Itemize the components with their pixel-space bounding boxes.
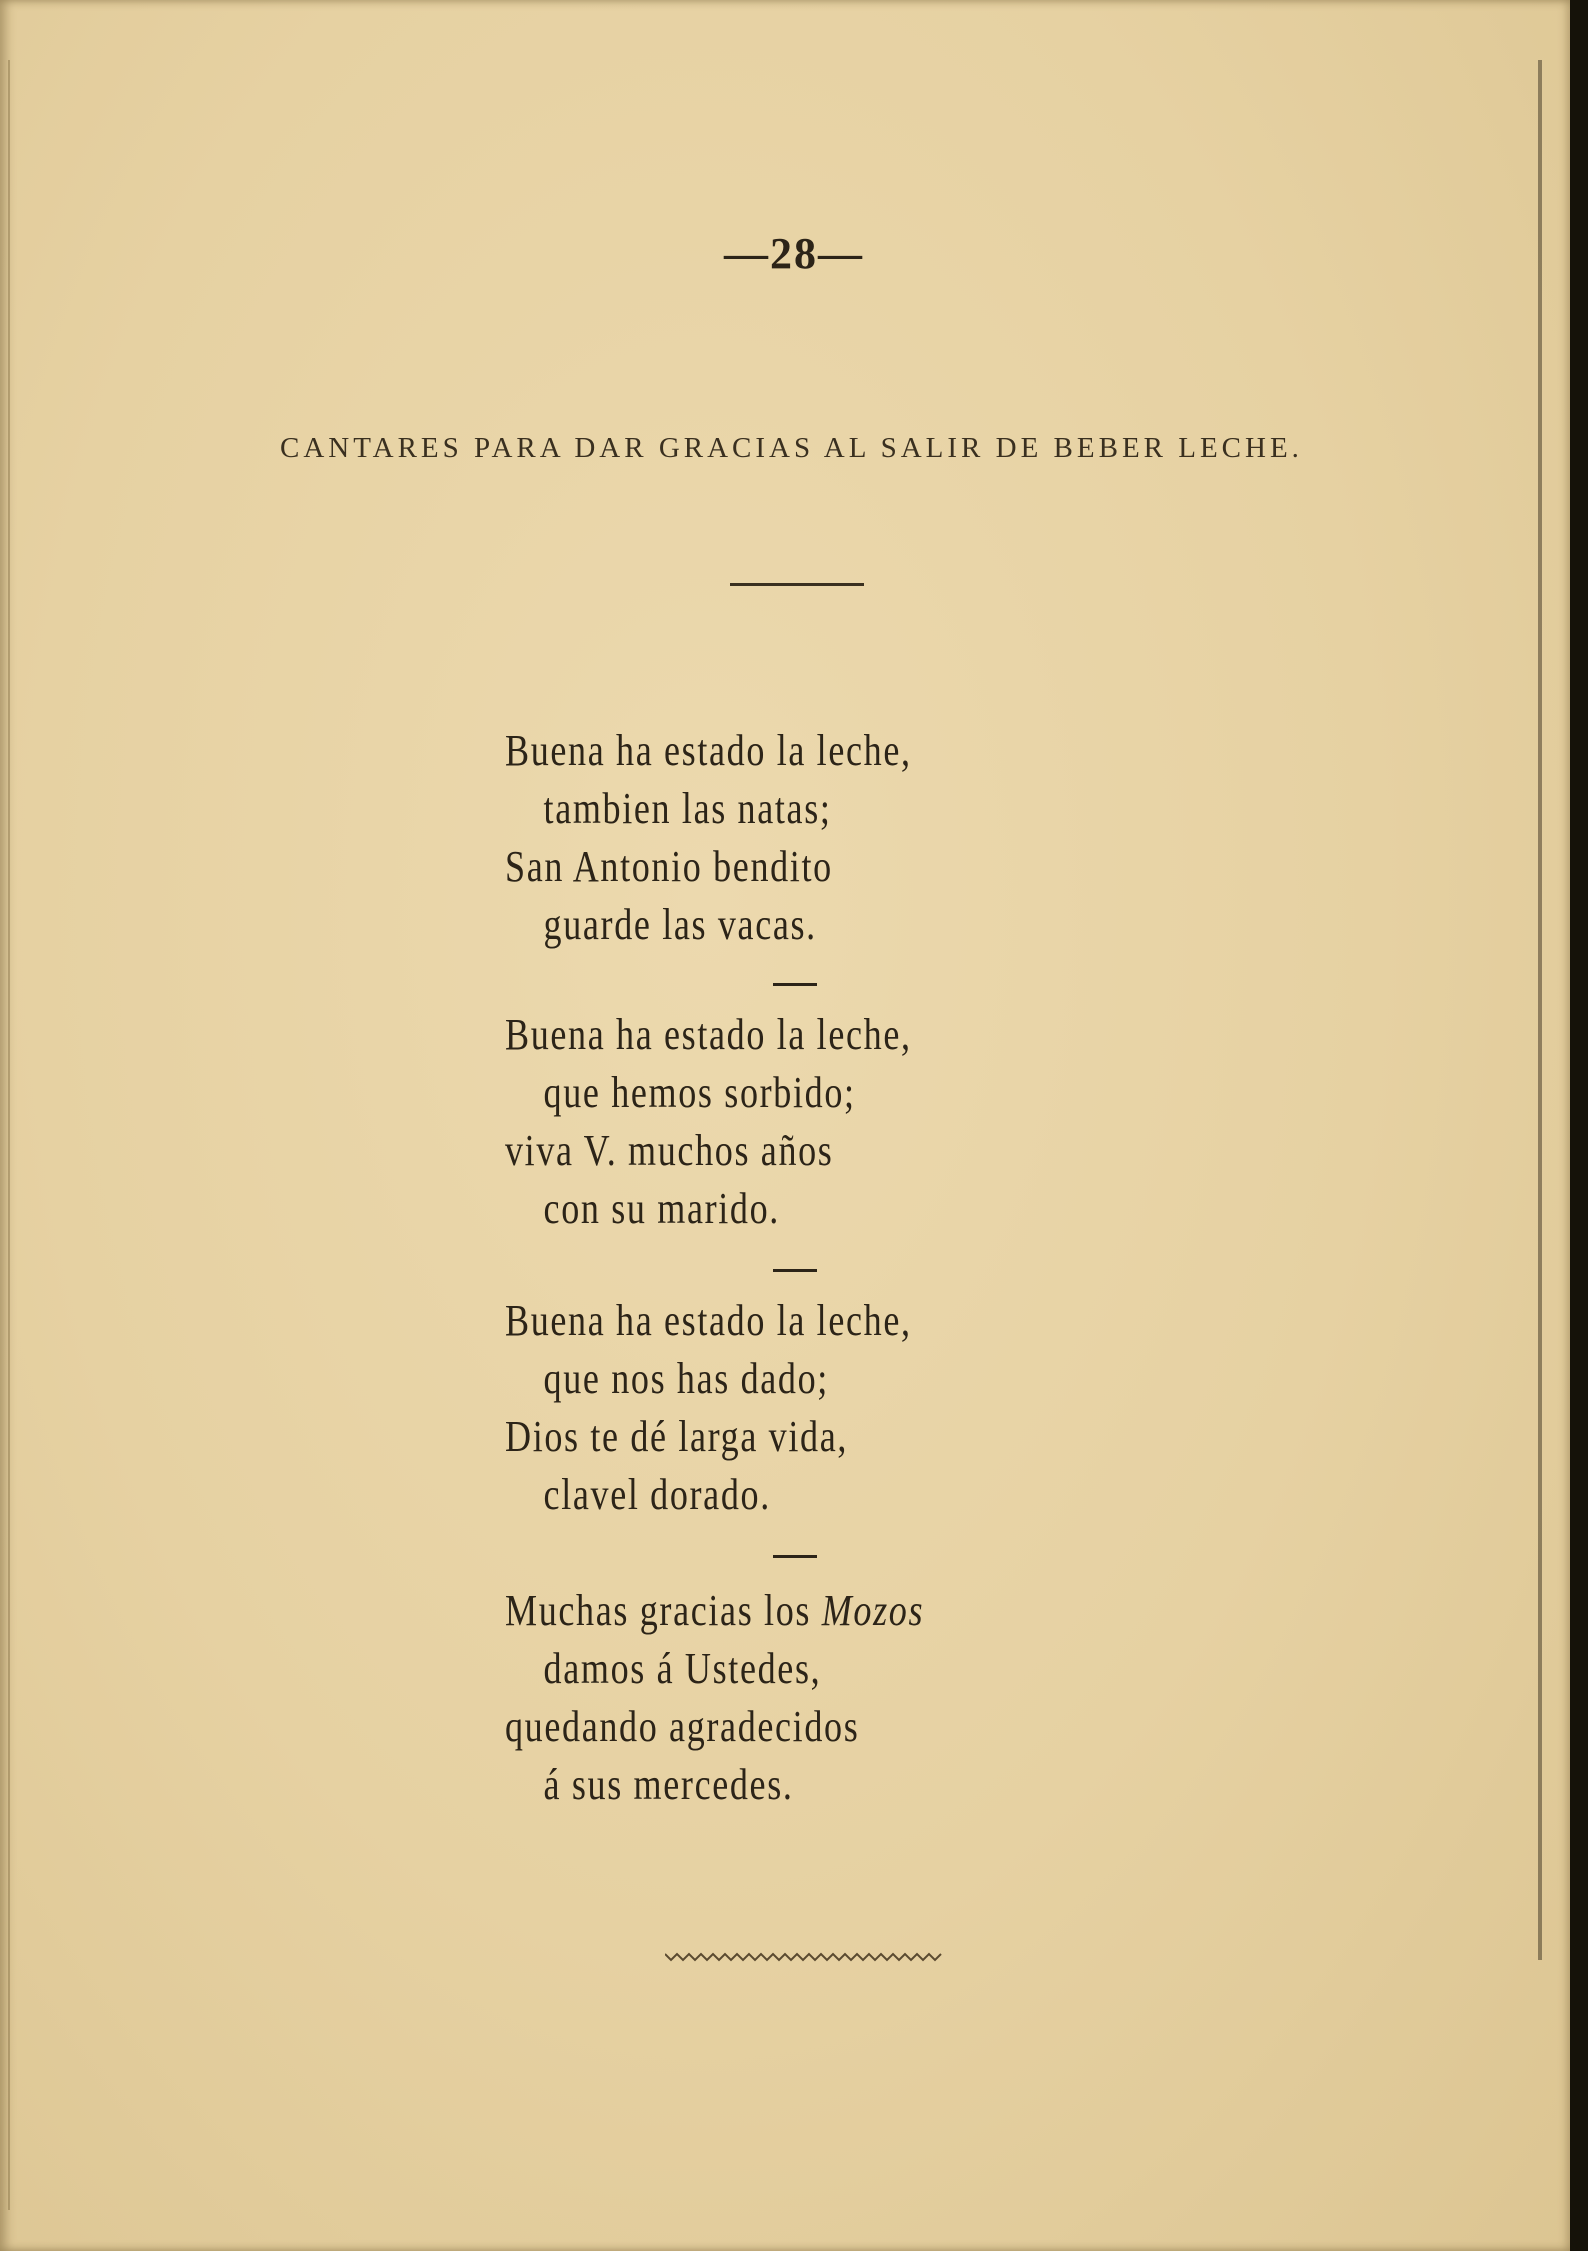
page-title: CANTARES PARA DAR GRACIAS AL SALIR DE BEBER LECHE.: [280, 432, 1303, 464]
verse-line: Buena ha estado la leche,: [505, 1010, 912, 1059]
page-left-edge-shadow: [8, 60, 10, 2210]
title-divider: [730, 583, 864, 586]
verse-line: guarde las vacas.: [543, 900, 817, 949]
verse-line: quedando agradecidos: [505, 1702, 860, 1751]
stanza-divider: [773, 983, 817, 986]
page-number: —28—: [724, 229, 864, 278]
stanza-3: [505, 1292, 1125, 1524]
book-binding-edge: [1570, 0, 1588, 2251]
stanza-divider: [773, 1555, 817, 1558]
stanza-4: [505, 1582, 1125, 1814]
verse-line: clavel dorado.: [543, 1470, 771, 1519]
stanza-divider: [773, 1269, 817, 1272]
verse-line: San Antonio bendito: [505, 842, 833, 891]
wave-ornament-icon: [665, 1946, 945, 1966]
stanza-2: [505, 1006, 1125, 1238]
verse-line: Buena ha estado la leche,: [505, 1296, 912, 1345]
verse-line: Dios te dé larga vida,: [505, 1412, 849, 1461]
verse-line: que nos has dado;: [543, 1354, 829, 1403]
page-right-crease: [1538, 60, 1542, 1960]
verse-italic-word: Mozos: [821, 1586, 925, 1635]
verse-line: damos á Ustedes,: [543, 1644, 822, 1693]
stanza-1: [505, 722, 1125, 954]
verse-text: Muchas gracias los: [505, 1586, 822, 1635]
verse-line: tambien las natas;: [543, 784, 832, 833]
verse-line: Buena ha estado la leche,: [505, 726, 912, 775]
verse-line: á sus mercedes.: [543, 1760, 794, 1809]
verse-line: con su marido.: [543, 1184, 780, 1233]
verse-line: viva V. muchos años: [505, 1126, 834, 1175]
verse-line: que hemos sorbido;: [543, 1068, 856, 1117]
closing-ornament: [665, 1946, 945, 1966]
verse-line: [505, 1582, 1013, 1640]
